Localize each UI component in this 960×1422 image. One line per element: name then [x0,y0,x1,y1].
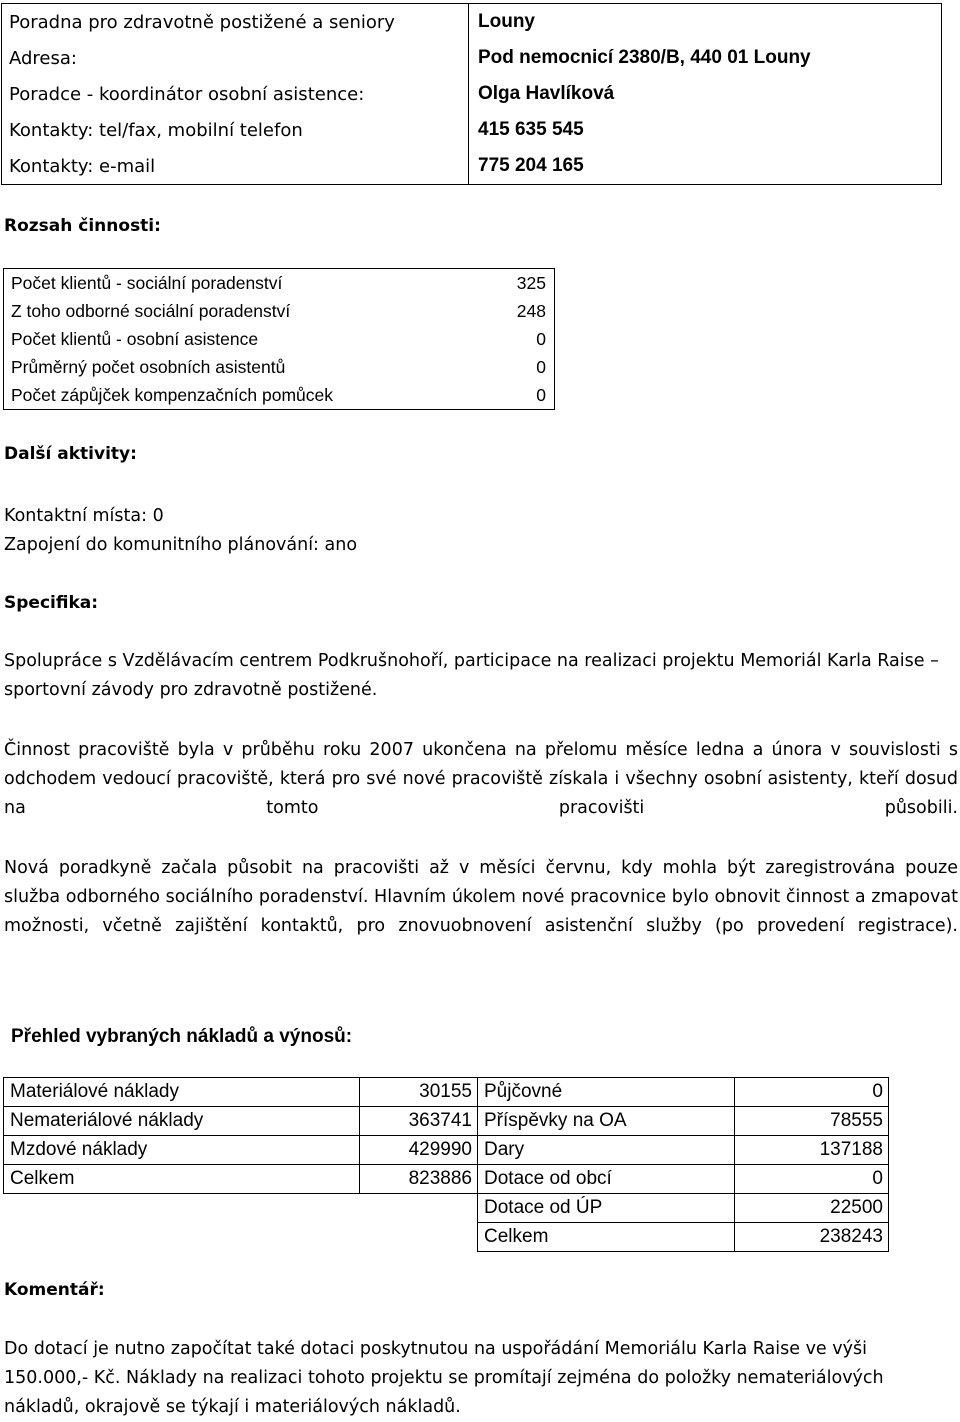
info-label: Poradna pro zdravotně postižené a seniory [9,11,395,33]
income-label: Dotace od obcí [478,1165,735,1194]
activity-table [3,268,555,410]
income-label: Dotace od ÚP [478,1194,735,1223]
expense-value: 823886 [360,1165,478,1194]
info-label: Kontakty: e-mail [9,155,156,177]
activity-value: 0 [536,328,546,349]
info-value: Pod nemocnicí 2380/B, 440 01 Louny [469,40,942,76]
specifika-paragraph-1: Spolupráce s Vzdělávacím centrem Podkrušnohoří, participace na realizaci projektu Memoriál Karla Raise – sportovní závody pro zdravotně postižené. [4,651,939,700]
expense-label: Nemateriálové náklady [4,1107,360,1136]
activity-label: Průměrný počet osobních asistentů [11,356,286,377]
activity-label: Počet klientů - sociální poradenství [11,272,283,293]
activity-value: 0 [536,356,546,377]
expense-label: Mzdové náklady [4,1136,360,1165]
empty-cell [4,1223,360,1252]
income-value: 0 [735,1165,889,1194]
expense-value: 30155 [360,1078,478,1107]
info-value: 775 204 165 [469,148,942,185]
info-label: Poradce - koordinátor osobní asistence: [9,83,365,105]
info-value: Louny [469,4,942,41]
income-label: Půjčovné [478,1078,735,1107]
kontaktni-mista: Kontaktní místa: 0 [4,506,164,526]
income-value: 0 [735,1078,889,1107]
info-table [1,3,942,185]
expense-value: 363741 [360,1107,478,1136]
empty-cell [4,1194,360,1223]
info-label: Kontakty: tel/fax, mobilní telefon [9,119,303,141]
activity-row [4,269,555,298]
income-value: 238243 [735,1223,889,1252]
info-row [2,76,942,112]
dalsi-heading: Další aktivity: [4,444,137,464]
info-value: Olga Havlíková [469,76,942,112]
costs-row [4,1078,889,1107]
activity-row [4,297,555,325]
income-label: Příspěvky na OA [478,1107,735,1136]
activity-value: 325 [516,272,546,293]
activity-row [4,381,555,410]
activity-value: 0 [536,384,546,405]
costs-table [3,1077,889,1252]
activity-row [4,325,555,353]
costs-row [4,1165,889,1194]
info-value: 415 635 545 [469,112,942,148]
income-value: 22500 [735,1194,889,1223]
specifika-paragraph-2: Činnost pracoviště byla v průběhu roku 2007 ukončena na přelomu měsíce ledna a února v souvislosti s odchodem vedoucí pracoviště, která pro své nové pracoviště získala i všechny osobní asistenty, kteří dosud na tomto pracovišti působili. [4,740,958,818]
expense-label: Celkem [4,1165,360,1194]
costs-heading: Přehled vybraných nákladů a výnosů: [11,1026,353,1047]
info-row [2,112,942,148]
komentar-heading: Komentář: [4,1280,105,1300]
expense-label: Materiálové náklady [4,1078,360,1107]
info-row [2,4,942,41]
income-value: 137188 [735,1136,889,1165]
income-label: Celkem [478,1223,735,1252]
activity-label: Počet klientů - osobní asistence [11,328,259,349]
activity-label: Počet zápůjček kompenzačních pomůcek [11,384,333,405]
empty-cell [360,1223,478,1252]
info-row [2,40,942,76]
activity-value: 248 [516,300,546,321]
income-label: Dary [478,1136,735,1165]
costs-row [4,1107,889,1136]
specifika-heading: Specifika: [4,593,99,613]
info-label: Adresa: [9,47,77,69]
empty-cell [360,1194,478,1223]
expense-value: 429990 [360,1136,478,1165]
specifika-paragraph-3: Nová poradkyně začala působit na pracovišti až v měsíci červnu, kdy mohla být zaregistrována pouze služba odborného sociálního poradenství. Hlavním úkolem nové pracovnice bylo obnovit činnost a zmapovat možnosti, včetně zajištění kontaktů, pro znovuobnovení asistenční služby (po provedení registrace). [4,858,958,936]
income-value: 78555 [735,1107,889,1136]
activity-label: Z toho odborné sociální poradenství [11,300,291,321]
activity-row [4,353,555,381]
costs-row [4,1136,889,1165]
rozsah-heading: Rozsah činnosti: [4,216,161,236]
komunitni-planovani: Zapojení do komunitního plánování: ano [4,535,358,555]
komentar-text: Do dotací je nutno započítat také dotaci poskytnutou na uspořádání Memoriálu Karla Raise ve výši 150.000,- Kč. Náklady na realizaci tohoto projektu se promítají zejména do položky nemateriálových nákladů, okrajově se týkají i materiálových nákladů. [4,1339,884,1417]
info-row [2,148,942,185]
costs-row [4,1223,889,1252]
costs-row [4,1194,889,1223]
